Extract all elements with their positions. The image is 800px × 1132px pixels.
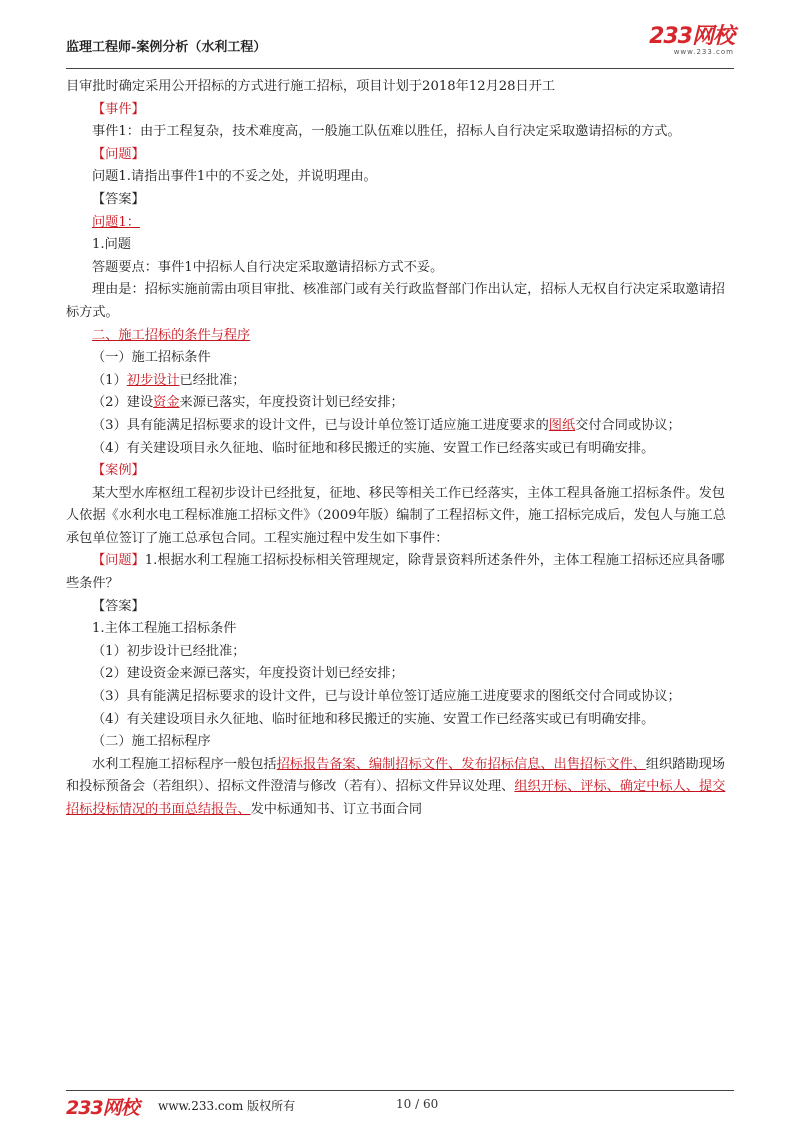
condition-1-prefix: （1）	[92, 372, 127, 388]
footer-copyright: www.233.com 版权所有	[158, 1099, 296, 1113]
condition-2-prefix: （2）建设	[92, 395, 154, 411]
case-text: 某大型水库枢纽工程初步设计已经批复，征地、移民等相关工作已经落实，主体工程具备施工招标条件。发包人依据《水利水电工程标准施工招标文件》（2009年版）编制了工程招标文件，施工招标完成后，发包人与施工总承包单位签订了施工总承包合同。工程实施过程中发生如下事件：	[66, 485, 726, 546]
question-2-text: 1.根据水利工程施工招标投标相关管理规定，除背景资料所述条件外，主体工程施工招标还应具备哪些条件？	[66, 553, 725, 592]
answer-1-point: 答题要点：事件1中招标人自行决定采取邀请招标方式不妥。	[92, 259, 444, 275]
condition-2-highlight: 资金	[153, 395, 180, 411]
procedure-prefix: 水利工程施工招标程序一般包括	[92, 756, 277, 772]
document-title: 监理工程师-案例分析（水利工程）	[66, 40, 267, 55]
answer-q1-label: 问题1：	[92, 214, 140, 230]
question-2-tag: 【问题】	[92, 553, 145, 569]
condition-3-prefix: （3）具有能满足招标要求的设计文件，已与设计单位签订适应施工进度要求的	[92, 417, 549, 433]
procedure-paragraph	[66, 754, 734, 822]
question-2	[66, 550, 734, 595]
answer-2-item-4: （4）有关建设项目永久征地、临时征地和移民搬迁的实施、安置工作已经落实或已有明确安排。	[92, 711, 655, 727]
section-2-heading: 二、施工招标的条件与程序	[92, 327, 251, 343]
answer-2-title: 1.主体工程施工招标条件	[92, 621, 237, 637]
procedure-highlight-1: 招标报告备案、编制招标文件、发布招标信息、出售招标文件、	[276, 756, 646, 772]
logo-text: 233网校	[649, 24, 734, 49]
case-tag: 【案例】	[92, 463, 145, 479]
condition-4: （4）有关建设项目永久征地、临时征地和移民搬迁的实施、安置工作已经落实或已有明确安排。	[92, 440, 655, 456]
condition-1	[66, 370, 734, 393]
page-number: 10 / 60	[396, 1097, 439, 1111]
answer-1-heading: 1.问题	[92, 237, 131, 253]
answer-2-item-1: （1）初步设计已经批准；	[92, 643, 246, 659]
condition-1-suffix: 已经批准；	[179, 372, 246, 388]
answer-tag: 【答案】	[92, 191, 145, 207]
paragraph-intro: 目审批时确定采用公开招标的方式进行施工招标，项目计划于2018年12月28日开工	[66, 79, 556, 94]
page-header	[66, 24, 734, 69]
procedure-highlight-2: 组织开标、评标、确定中标人、提交招标投标情况的书面总结报告、	[66, 779, 726, 817]
answer-1-reason: 理由是：招标实施前需由项目审批、核准部门或有关行政监督部门作出认定，招标人无权自行决定采取邀请招标方式。	[66, 282, 725, 320]
condition-1-highlight: 初步设计	[126, 372, 180, 388]
subsection-2-heading: （二）施工招标程序	[92, 734, 211, 750]
document-body	[66, 76, 734, 822]
logo-url: www.233.com	[673, 48, 734, 56]
footer-logo: 233网校	[66, 1097, 139, 1119]
subsection-1-heading: （一）施工招标条件	[92, 350, 211, 366]
brand-logo	[649, 24, 734, 56]
condition-3-highlight: 图纸	[548, 417, 576, 433]
condition-3-suffix: 交付合同或协议；	[575, 417, 681, 433]
answer-tag-2: 【答案】	[92, 598, 145, 614]
page-footer	[66, 1090, 734, 1121]
question-tag: 【问题】	[92, 146, 145, 162]
answer-2-item-3: （3）具有能满足招标要求的设计文件，已与设计单位签订适应施工进度要求的图纸交付合同或协议；	[92, 689, 681, 705]
answer-2-item-2: （2）建设资金来源已落实，年度投资计划已经安排；	[92, 666, 404, 682]
procedure-middle: 组织踏勘现场和投标预备会（若组织）、招标文件澄清与修改（若有）、招标文件异议处理、	[66, 756, 725, 795]
condition-2	[66, 392, 734, 415]
question-1-text: 问题1.请指出事件1中的不妥之处，并说明理由。	[92, 169, 377, 185]
condition-3	[66, 415, 734, 438]
condition-2-suffix: 来源已落实，年度投资计划已经安排；	[179, 395, 404, 411]
event-tag: 【事件】	[92, 101, 145, 117]
event-1-text: 事件1：由于工程复杂，技术难度高，一般施工队伍难以胜任，招标人自行决定采取邀请招标的方式。	[92, 124, 681, 140]
procedure-suffix: 发中标通知书、订立书面合同	[250, 802, 423, 817]
